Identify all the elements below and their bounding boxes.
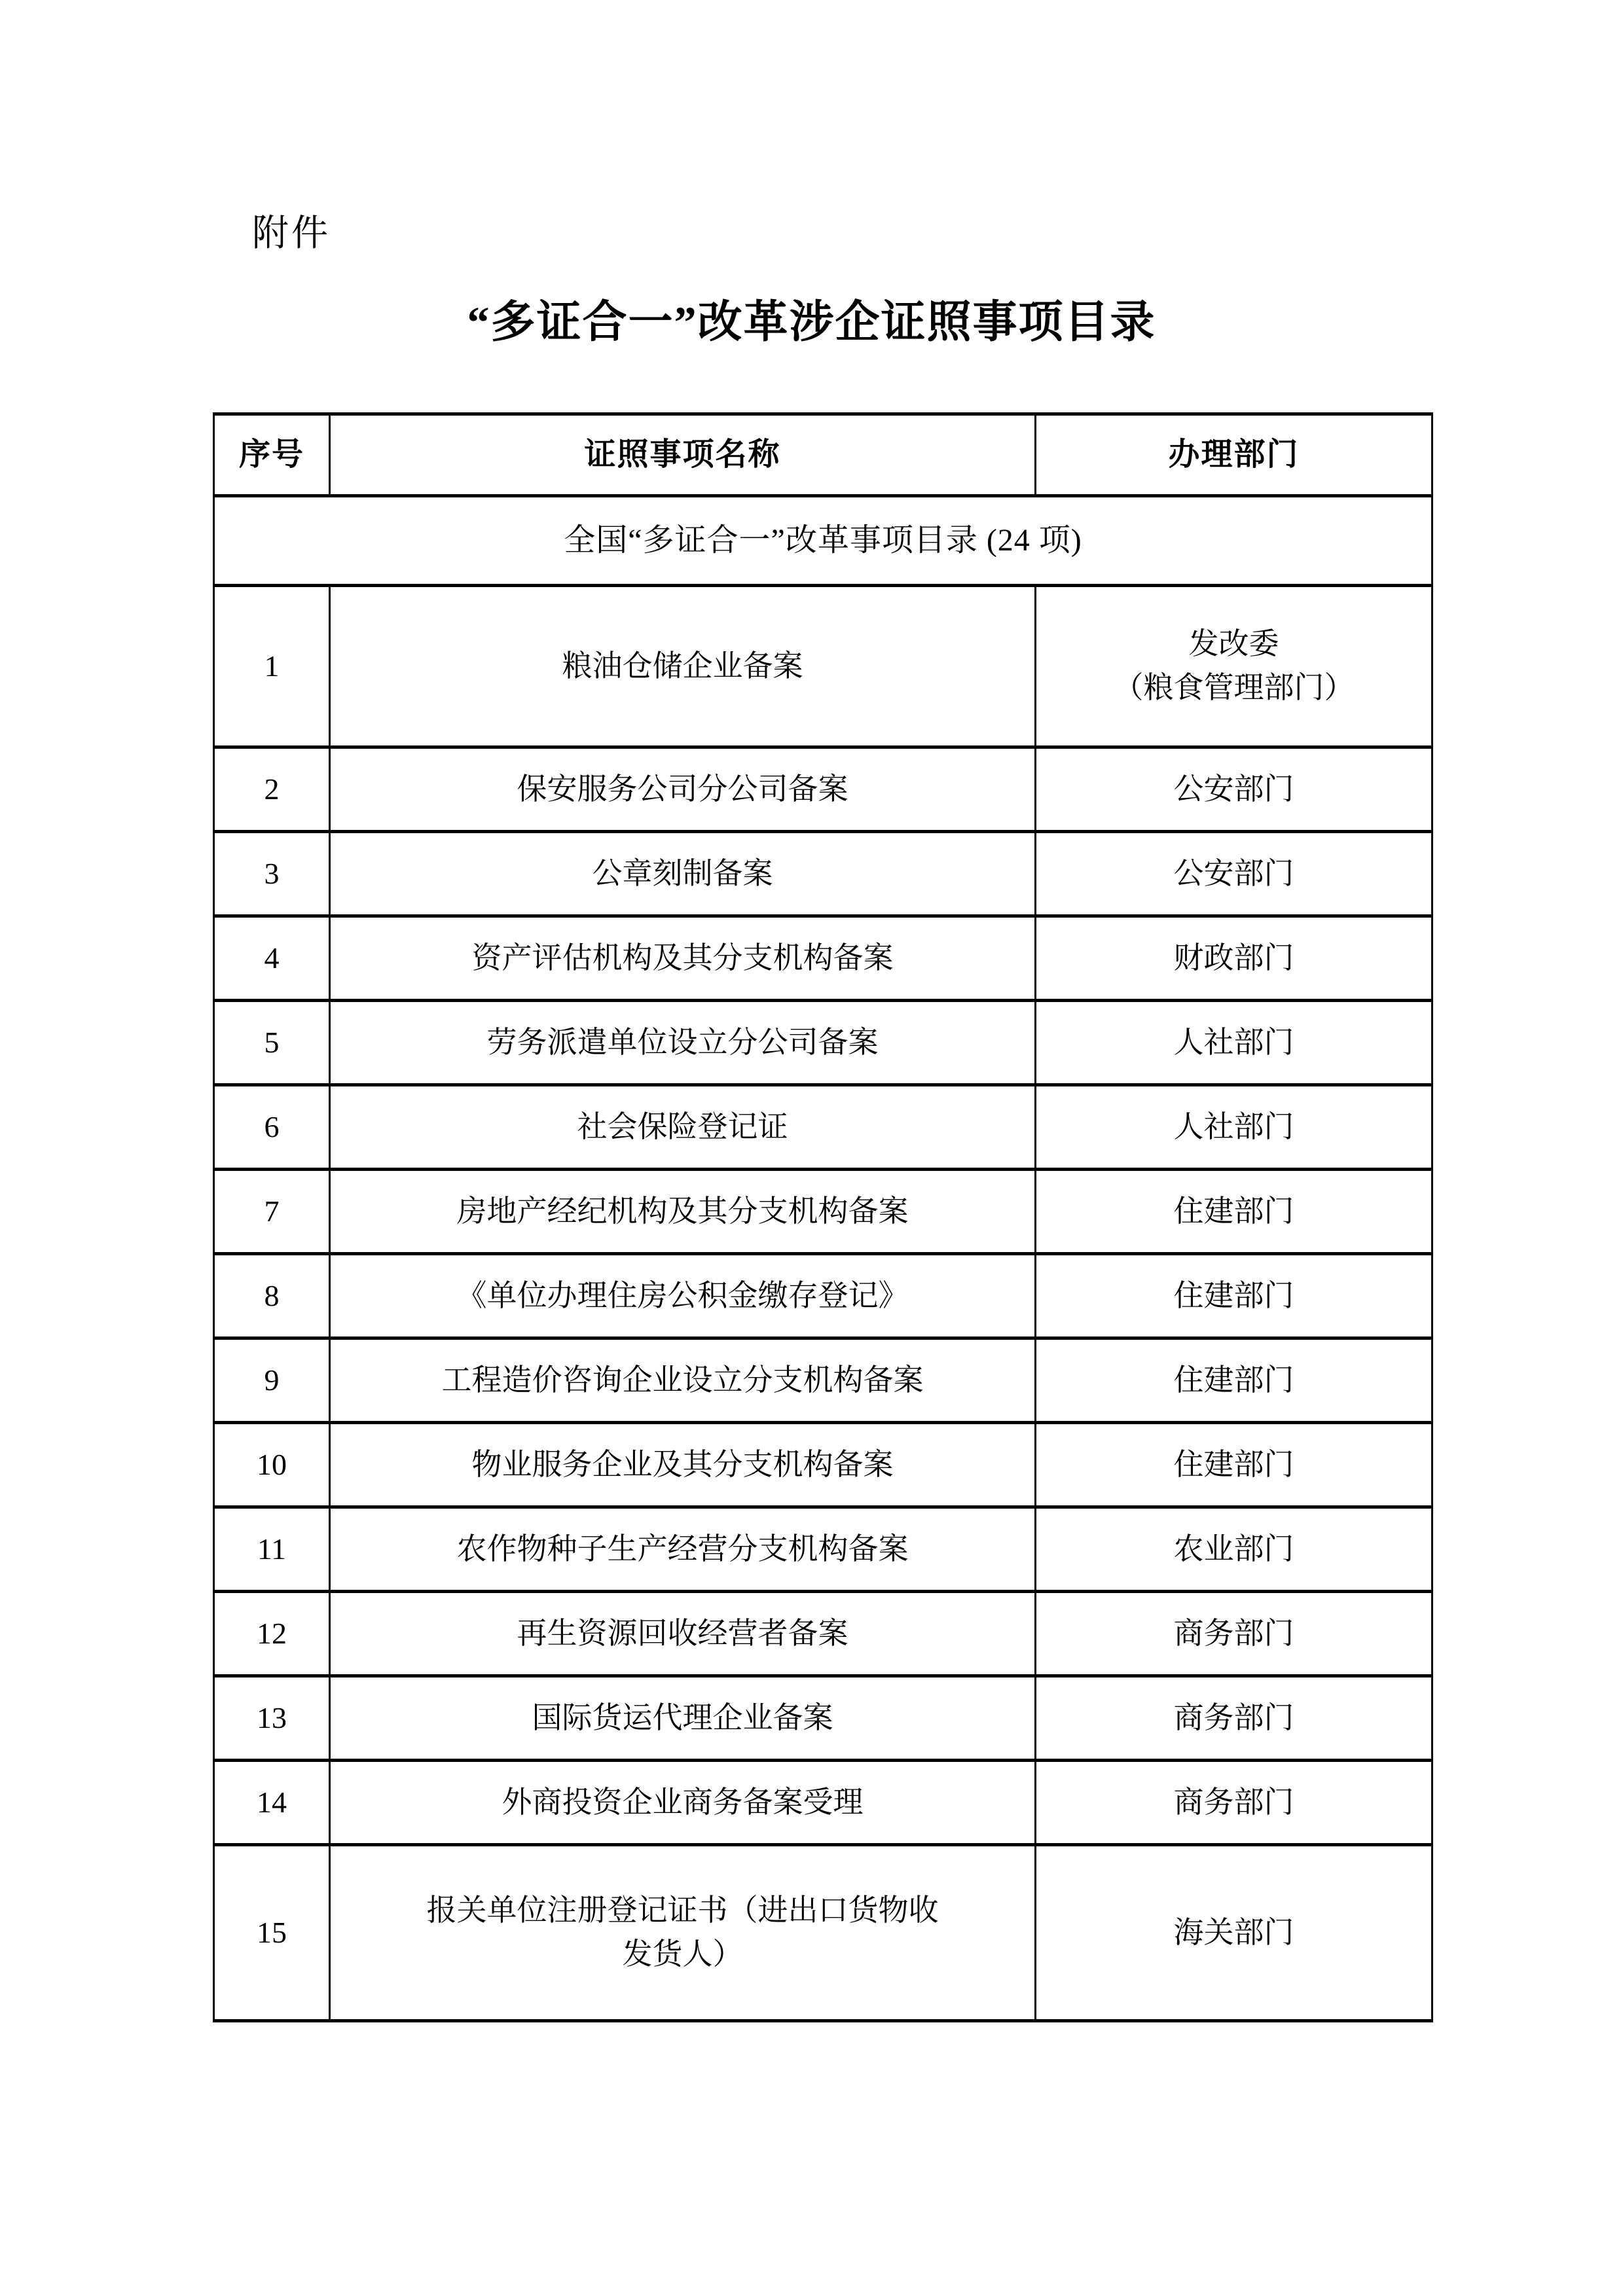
row-number: 6 [214, 1085, 330, 1170]
row-number: 12 [214, 1592, 330, 1676]
handling-department: 发改委 （粮食管理部门） [1036, 586, 1432, 747]
table-row [214, 1845, 1432, 2021]
license-item-name: 劳务派遣单位设立分公司备案 [330, 1001, 1036, 1085]
handling-department: 商务部门 [1036, 1676, 1432, 1761]
row-number: 3 [214, 832, 330, 916]
row-number: 2 [214, 747, 330, 832]
table-row [214, 916, 1432, 1001]
table-section-row [214, 496, 1432, 586]
table-row [214, 1170, 1432, 1254]
table-row [214, 1254, 1432, 1338]
row-number: 1 [214, 586, 330, 747]
document-title: “多证合一”改革涉企证照事项目录 [467, 297, 1156, 347]
table-row [214, 1507, 1432, 1592]
table-row [214, 1338, 1432, 1423]
table-header-row [214, 414, 1432, 496]
license-item-name: 物业服务企业及其分支机构备案 [330, 1423, 1036, 1507]
license-item-name: 报关单位注册登记证书（进出口货物收 发货人） [330, 1845, 1036, 2021]
row-number: 5 [214, 1001, 330, 1085]
table-row [214, 1001, 1432, 1085]
row-number: 11 [214, 1507, 330, 1592]
handling-department: 住建部门 [1036, 1423, 1432, 1507]
row-number: 7 [214, 1170, 330, 1254]
row-number: 10 [214, 1423, 330, 1507]
column-header-dept: 办理部门 [1036, 414, 1432, 496]
row-number: 9 [214, 1338, 330, 1423]
handling-department: 住建部门 [1036, 1254, 1432, 1338]
license-item-name: 工程造价咨询企业设立分支机构备案 [330, 1338, 1036, 1423]
column-header-no: 序号 [214, 414, 330, 496]
table-row [214, 1423, 1432, 1507]
row-number: 13 [214, 1676, 330, 1761]
row-number: 15 [214, 1845, 330, 2021]
table-row [214, 1592, 1432, 1676]
handling-department: 农业部门 [1036, 1507, 1432, 1592]
table-row [214, 832, 1432, 916]
handling-department: 公安部门 [1036, 747, 1432, 832]
table-row [214, 1761, 1432, 1845]
license-item-name: 粮油仓储企业备案 [330, 586, 1036, 747]
handling-department: 住建部门 [1036, 1170, 1432, 1254]
license-item-name: 国际货运代理企业备案 [330, 1676, 1036, 1761]
license-items-table [213, 412, 1433, 2022]
section-header-cell: 全国“多证合一”改革事项目录 (24 项) [214, 496, 1432, 586]
handling-department: 商务部门 [1036, 1761, 1432, 1845]
row-number: 14 [214, 1761, 330, 1845]
row-number: 8 [214, 1254, 330, 1338]
license-item-name: 资产评估机构及其分支机构备案 [330, 916, 1036, 1001]
handling-department: 人社部门 [1036, 1001, 1432, 1085]
license-item-name: 农作物种子生产经营分支机构备案 [330, 1507, 1036, 1592]
license-item-name: 《单位办理住房公积金缴存登记》 [330, 1254, 1036, 1338]
license-item-name: 房地产经纪机构及其分支机构备案 [330, 1170, 1036, 1254]
table-row [214, 1085, 1432, 1170]
column-header-name: 证照事项名称 [330, 414, 1036, 496]
license-item-name: 再生资源回收经营者备案 [330, 1592, 1036, 1676]
handling-department: 公安部门 [1036, 832, 1432, 916]
handling-department: 财政部门 [1036, 916, 1432, 1001]
license-item-name: 社会保险登记证 [330, 1085, 1036, 1170]
table-row [214, 747, 1432, 832]
handling-department: 住建部门 [1036, 1338, 1432, 1423]
handling-department: 商务部门 [1036, 1592, 1432, 1676]
table-row [214, 1676, 1432, 1761]
license-item-name: 外商投资企业商务备案受理 [330, 1761, 1036, 1845]
handling-department: 人社部门 [1036, 1085, 1432, 1170]
row-number: 4 [214, 916, 330, 1001]
handling-department: 海关部门 [1036, 1845, 1432, 2021]
license-item-name: 保安服务公司分公司备案 [330, 747, 1036, 832]
table-row [214, 586, 1432, 747]
attachment-label: 附件 [252, 212, 331, 253]
license-item-name: 公章刻制备案 [330, 832, 1036, 916]
